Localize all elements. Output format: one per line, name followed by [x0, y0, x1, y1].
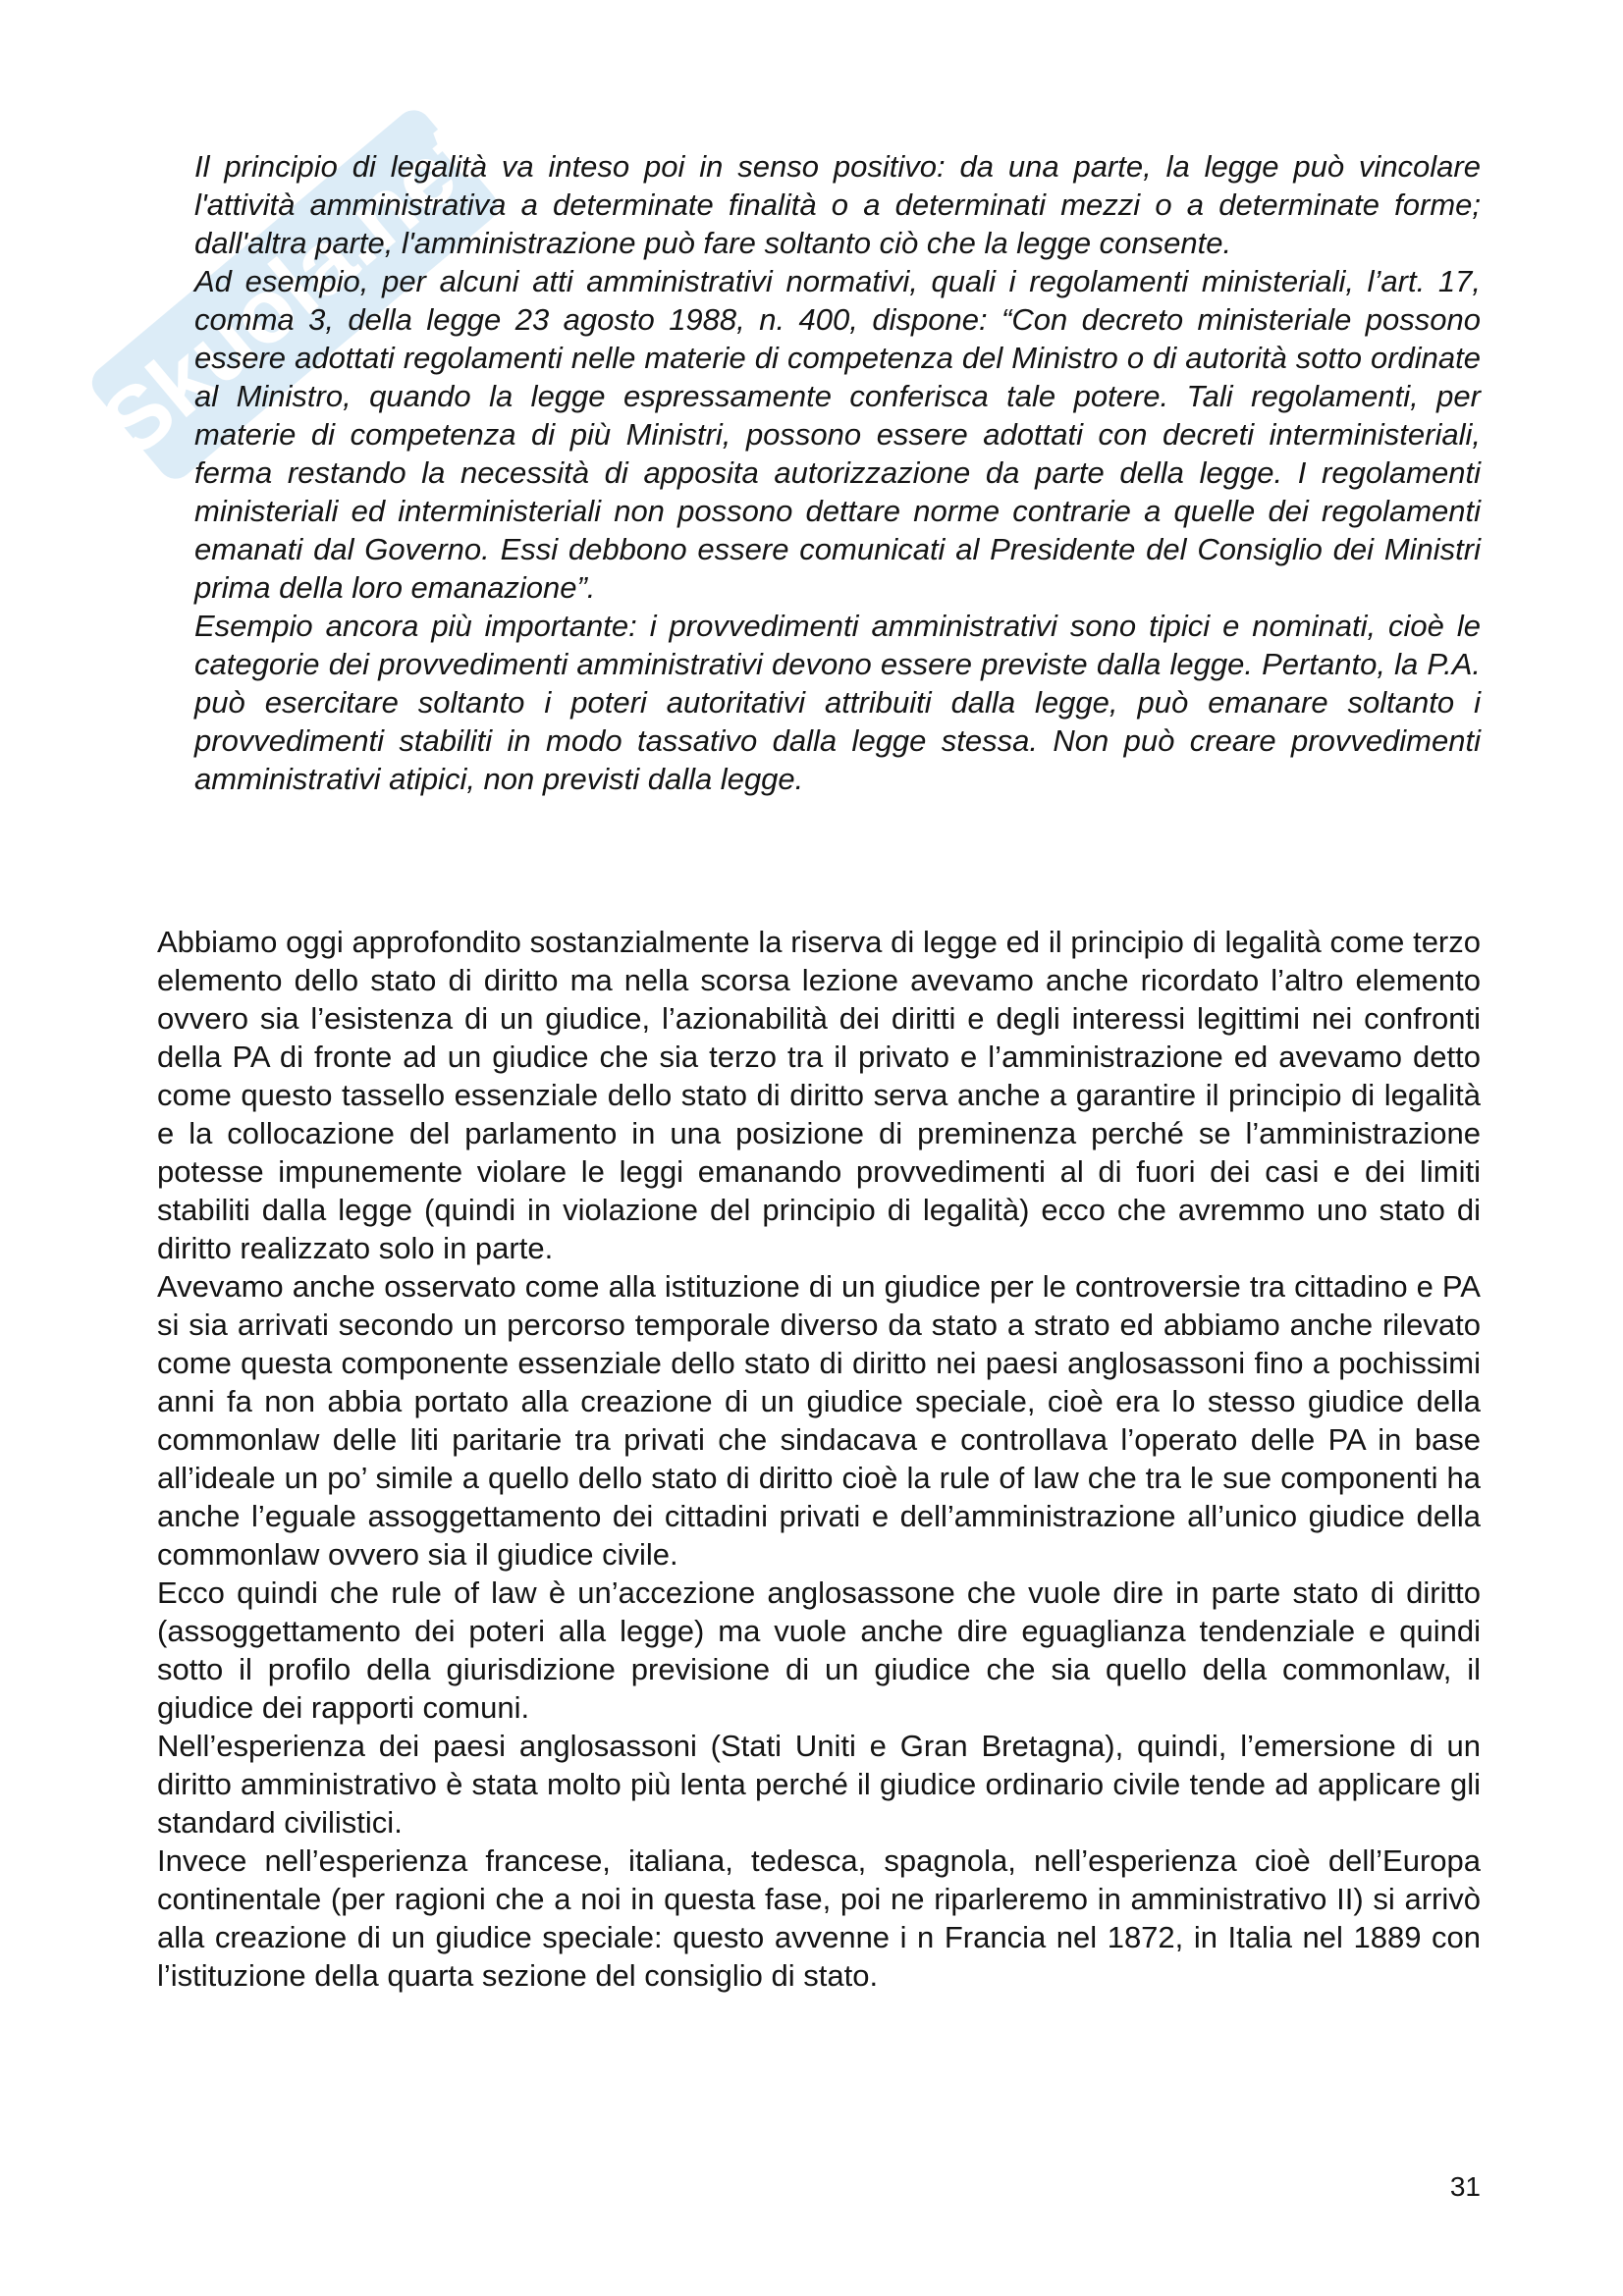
quoted-legal-text [194, 147, 1481, 798]
body-paragraph-4: Nell’esperienza dei paesi anglosassoni (Stati Uniti e Gran Bretagna), quindi, l’emersione di un diritto amministrativo è stata molto più lenta perché il giudice ordinario civile tende ad applicare gli standard civilistici. [157, 1729, 1481, 1840]
body-paragraph-2: Avevamo anche osservato come alla istituzione di un giudice per le controversie tra cittadino e PA si sia arrivati secondo un percorso temporale diverso da stato a strato ed abbiamo anche rilevato come questa componente essenziale dello stato di diritto nei paesi anglosassoni fino a pochissimi anni fa non abbia portato alla creazione di un giudice speciale, cioè era lo stesso giudice della commonlaw delle liti paritarie tra privati che sindacava e controllava l’operato delle PA in base all’ideale un po’ simile a quello dello stato di diritto cioè la rule of law che tra le sue componenti ha anche l’eguale assoggettamento dei cittadini privati e dell’amministrazione all’unico giudice della commonlaw ovvero sia il giudice civile. [157, 1269, 1481, 1572]
quote-paragraph-2: Ad esempio, per alcuni atti amministrativi normativi, quali i regolamenti ministeriali, l’art. 17, comma 3, della legge 23 agosto 1988, n. 400, dispone: “Con decreto ministeriale possono essere adottati regolamenti nelle materie di competenza del Ministro o di autorità sotto ordinate al Ministro, quando la legge espressamente conferisca tale potere. Tali regolamenti, per materie di competenza di più Ministri, possono essere adottati con decreti interministeriali, ferma restando la necessità di apposita autorizzazione da parte della legge. I regolamenti ministeriali ed interministeriali non possono dettare norme contrarie a quelle dei regolamenti emanati dal Governo. Essi debbono essere comunicati al Presidente del Consiglio dei Ministri prima della loro emanazione”. [194, 264, 1481, 605]
quote-paragraph-3: Esempio ancora più importante: i provvedimenti amministrativi sono tipici e nominati, cioè le categorie dei provvedimenti amministrativi devono essere previste dalla legge. Pertanto, la P.A. può esercitare soltanto i poteri autoritativi attribuiti dalla legge, può emanare soltanto i provvedimenti stabiliti in modo tassativo dalla legge stessa. Non può creare provvedimenti amministrativi atipici, non previsti dalla legge. [194, 609, 1481, 796]
body-text [157, 923, 1481, 1995]
page-number: 31 [1449, 2171, 1481, 2202]
body-paragraph-3: Ecco quindi che rule of law è un’accezione anglosassone che vuole dire in parte stato di diritto (assoggettamento dei poteri alla legge) ma vuole anche dire eguaglianza tendenziale e quindi sotto il profilo della giurisdizione previsione di un giudice che sia quello della commonlaw, il giudice dei rapporti comuni. [157, 1575, 1481, 1725]
body-paragraph-1: Abbiamo oggi approfondito sostanzialmente la riserva di legge ed il principio di legalità come terzo elemento dello stato di diritto ma nella scorsa lezione avevamo anche ricordato l’altro elemento ovvero sia l’esistenza di un giudice, l’azionabilità dei diritti e degli interessi legittimi nei confronti della PA di fronte ad un giudice che sia terzo tra il privato e l’amministrazione ed avevamo detto come questo tassello essenziale dello stato di diritto serva anche a garantire il principio di legalità e la collocazione del parlamento in una posizione di preminenza perché se l’amministrazione potesse impunemente violare le leggi emanando provvedimenti al di fuori dei casi e dei limiti stabiliti dalla legge (quindi in violazione del principio di legalità) ecco che avremmo uno stato di diritto realizzato solo in parte. [157, 925, 1481, 1265]
watermark-text: Skuola.net [83, 104, 499, 475]
body-paragraph-5: Invece nell’esperienza francese, italiana, tedesca, spagnola, nell’esperienza cioè dell’Europa continentale (per ragioni che a noi in questa fase, poi ne riparleremo in amministrativo II) si arrivò alla creazione di un giudice speciale: questo avvenne i n Francia nel 1872, in Italia nel 1889 con l’istituzione della quarta sezione del consiglio di stato. [157, 1843, 1481, 1993]
quote-paragraph-1: Il principio di legalità va inteso poi in senso positivo: da una parte, la legge può vincolare l'attività amministrativa a determinate finalità o a determinati mezzi o a determinate forme; dall'altra parte, l'amministrazione può fare soltanto ciò che la legge consente. [194, 149, 1481, 260]
